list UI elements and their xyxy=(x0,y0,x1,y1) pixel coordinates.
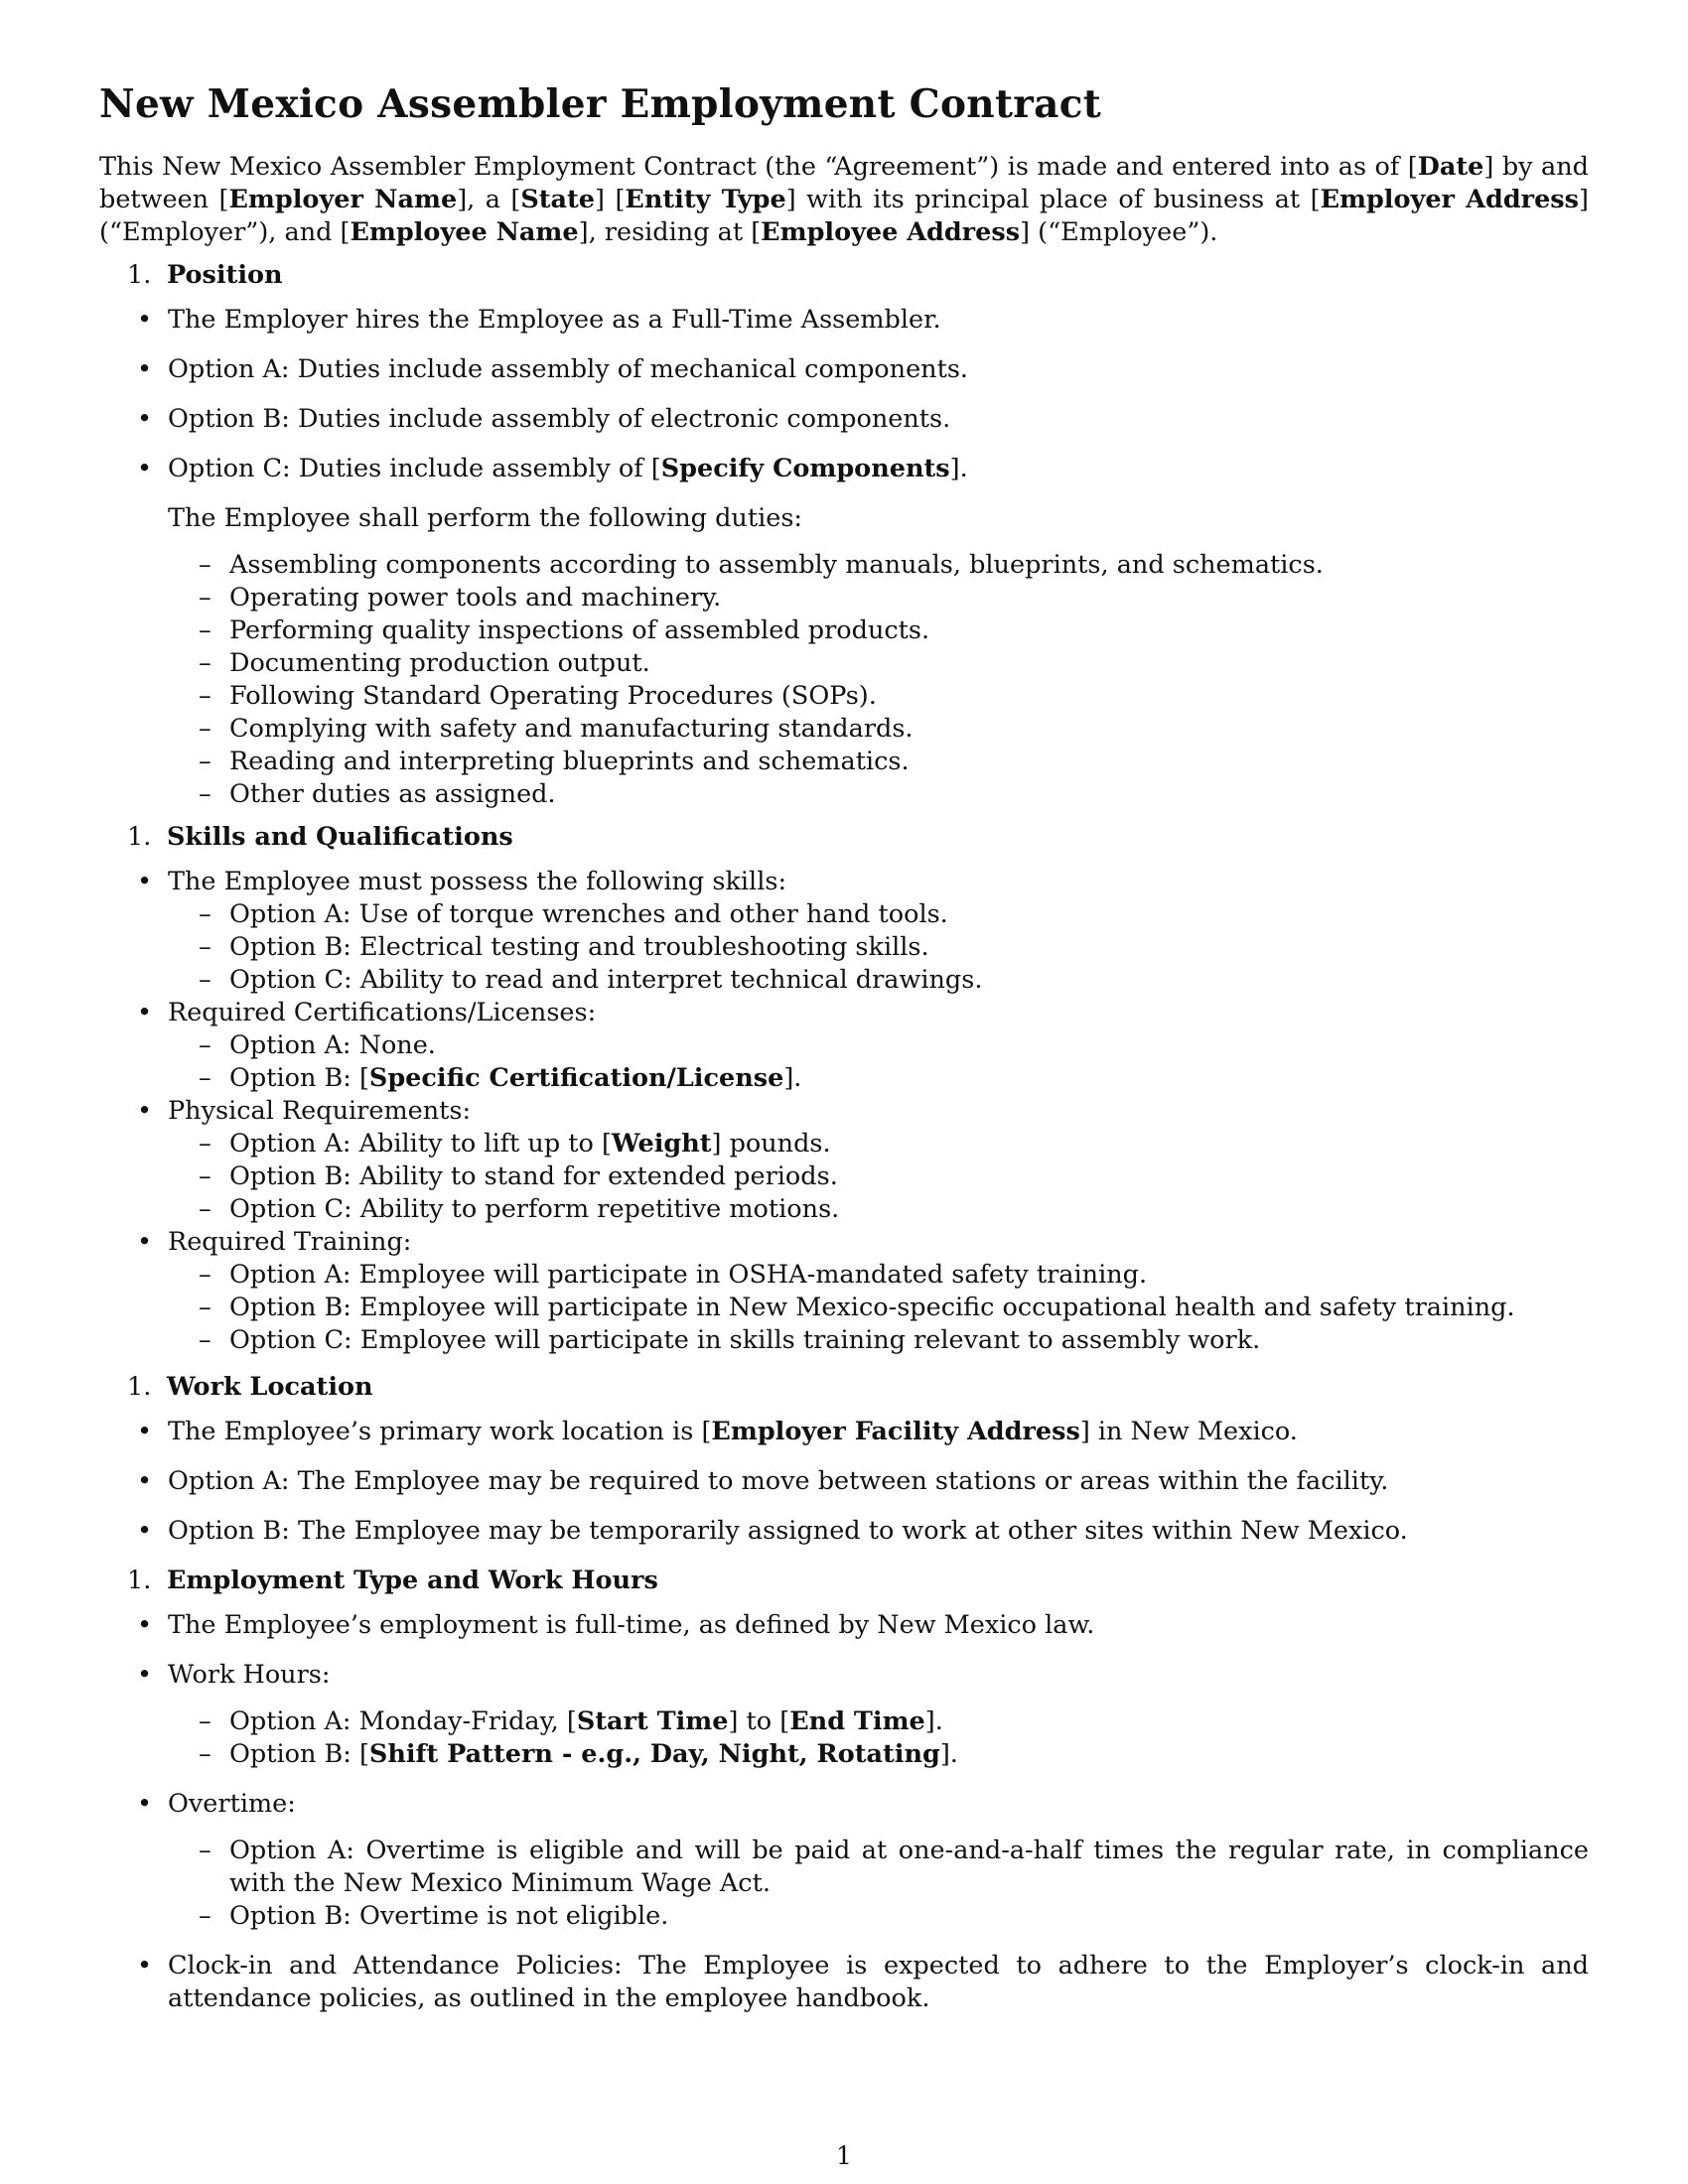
list-item: • The Employee’s employment is full-time, as defined by New Mexico law. xyxy=(99,1609,1589,1642)
list-item: – Option A: Employee will participate in OSHA-mandated safety training. xyxy=(168,1259,1589,1292)
list-item: – Assembling components according to assembly manuals, blueprints, and schematics. xyxy=(99,549,1589,582)
start-time-placeholder: Start Time xyxy=(576,1706,729,1736)
list-item: – Option B: Ability to stand for extended periods. xyxy=(168,1160,1589,1193)
document-page xyxy=(99,81,1589,2032)
list-item: • Option C: Duties include assembly of [Specify Components]. xyxy=(99,453,1589,485)
list-item: • Option A: Duties include assembly of mechanical components. xyxy=(99,353,1589,386)
list-item: • Option A: The Employee may be required to move between stations or areas within the facility. xyxy=(99,1465,1589,1498)
list-item: – Other duties as assigned. xyxy=(99,778,1589,811)
employee-address-placeholder: Employee Address xyxy=(761,217,1021,247)
work-location-list xyxy=(99,1416,1589,1548)
list-item: – Option A: Overtime is eligible and will be paid at one-and-a-half times the regular rate, in compliance with the New Mexico Minimum Wage Act. xyxy=(168,1835,1589,1900)
document-title: New Mexico Assembler Employment Contract xyxy=(99,81,1102,127)
list-item: • Option B: The Employee may be temporarily assigned to work at other sites within New Mexico. xyxy=(99,1515,1589,1548)
list-item: – Complying with safety and manufacturing standards. xyxy=(99,713,1589,746)
duties-intro: The Employee shall perform the following duties: xyxy=(168,503,803,533)
list-item: – Option A: Ability to lift up to [Weight] pounds. xyxy=(168,1128,1589,1160)
list-item: • Required Certifications/Licenses: – Option A: None. – Option B: [Specific Certification/License]. xyxy=(99,997,1589,1095)
section-heading-position: 1. Position xyxy=(127,260,283,290)
list-item: – Option A: None. xyxy=(168,1029,1589,1062)
duties-list xyxy=(99,549,1589,811)
list-item: – Option A: Monday-Friday, [Start Time] to [End Time]. xyxy=(168,1706,1589,1738)
list-item: – Option C: Employee will participate in skills training relevant to assembly work. xyxy=(168,1324,1589,1357)
section-heading-work-location: 1. Work Location xyxy=(127,1372,373,1402)
list-item: – Option C: Ability to read and interpret technical drawings. xyxy=(168,964,1589,997)
list-item: – Option C: Ability to perform repetitive motions. xyxy=(168,1193,1589,1226)
end-time-placeholder: End Time xyxy=(789,1706,925,1736)
employer-name-placeholder: Employer Name xyxy=(228,185,458,214)
list-item: • Required Training: – Option A: Employee will participate in OSHA-mandated safety training. – Option B: Employee will participate in New Mexico-specific occupational health and safety training. – Option C: Employee will participate in skills training relevant to assembly work. xyxy=(99,1226,1589,1357)
list-item: • Overtime: – Option A: Overtime is eligible and will be paid at one-and-a-half times the regular rate, in compliance with the New Mexico Minimum Wage Act. – Option B: Overtime is not eligible. xyxy=(99,1788,1589,1933)
list-item: • The Employee’s primary work location is [Employer Facility Address] in New Mexico. xyxy=(99,1416,1589,1448)
employment-type-list xyxy=(99,1609,1589,2015)
list-item: • Option B: Duties include assembly of electronic components. xyxy=(99,403,1589,436)
certification-placeholder: Specific Certification/License xyxy=(368,1063,784,1093)
position-list xyxy=(99,304,1589,485)
entity-type-placeholder: Entity Type xyxy=(625,185,786,214)
list-item: – Following Standard Operating Procedures (SOPs). xyxy=(99,680,1589,713)
skills-list xyxy=(99,866,1589,1357)
list-item: – Option B: Electrical testing and troubleshooting skills. xyxy=(168,931,1589,964)
date-placeholder: Date xyxy=(1417,152,1484,182)
specify-components-placeholder: Specify Components xyxy=(660,454,950,483)
list-item: – Option A: Use of torque wrenches and other hand tools. xyxy=(168,898,1589,931)
list-item: • Clock-in and Attendance Policies: The Employee is expected to adhere to the Employer’s clock-in and attendance policies, as outlined in the employee handbook. xyxy=(99,1950,1589,2015)
list-item: – Option B: Employee will participate in New Mexico-specific occupational health and safety training. xyxy=(168,1292,1589,1324)
list-item: – Option B: [Shift Pattern - e.g., Day, Night, Rotating]. xyxy=(168,1738,1589,1771)
shift-pattern-placeholder: Shift Pattern - e.g., Day, Night, Rotating xyxy=(368,1739,940,1769)
list-item: • The Employer hires the Employee as a Full-Time Assembler. xyxy=(99,304,1589,337)
weight-placeholder: Weight xyxy=(611,1129,712,1159)
list-item: – Operating power tools and machinery. xyxy=(99,582,1589,614)
list-item: – Performing quality inspections of assembled products. xyxy=(99,614,1589,647)
list-item: • Work Hours: – Option A: Monday-Friday, [Start Time] to [End Time]. – Option B: [Shift Pattern - e.g., Day, Night, Rotating]. xyxy=(99,1659,1589,1771)
intro-paragraph: This New Mexico Assembler Employment Contract (the “Agreement”) is made and entered into as of [Date] by and between [Employer Name], a [State] [Entity Type] with its principal place of business at [Employer Address] (“Employer”), and [Employee Name], residing at [Employee Address] (“Employee”). xyxy=(99,152,1589,247)
employee-name-placeholder: Employee Name xyxy=(350,217,579,247)
employer-address-placeholder: Employer Address xyxy=(1320,185,1580,214)
list-item: – Option B: Overtime is not eligible. xyxy=(168,1900,1589,1933)
section-heading-employment-type: 1. Employment Type and Work Hours xyxy=(127,1566,658,1595)
state-placeholder: State xyxy=(520,185,596,214)
list-item: – Documenting production output. xyxy=(99,647,1589,680)
section-heading-skills: 1. Skills and Qualifications xyxy=(127,822,513,852)
list-item: – Reading and interpreting blueprints and schematics. xyxy=(99,746,1589,778)
list-item: • The Employee must possess the following skills: – Option A: Use of torque wrenches and other hand tools. – Option B: Electrical testing and troubleshooting skills. – Option C: Ability to read and interpret technical drawings. xyxy=(99,866,1589,997)
facility-address-placeholder: Employer Facility Address xyxy=(711,1417,1080,1446)
list-item: • Physical Requirements: – Option A: Ability to lift up to [Weight] pounds. – Option B: Ability to stand for extended periods. – Option C: Ability to perform repetitive motions. xyxy=(99,1095,1589,1226)
page-number: 1 xyxy=(836,2141,852,2170)
list-item: – Option B: [Specific Certification/License]. xyxy=(168,1062,1589,1095)
